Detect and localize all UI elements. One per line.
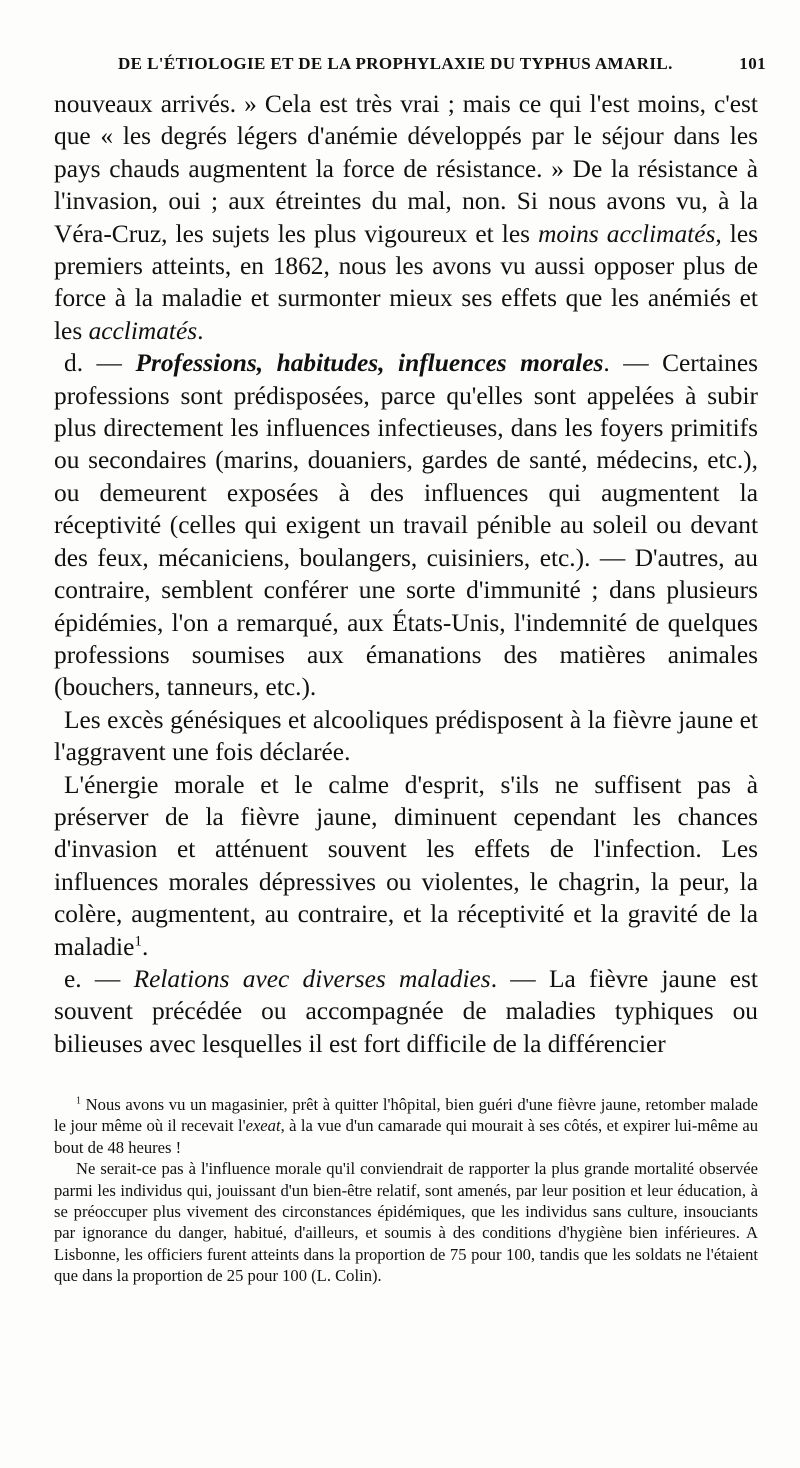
text-run: L'énergie morale et le calme d'esprit, s'ils ne suffisent pas à préserver de la fièvre jaune, diminuent cependant les chances d'invasion et atténuent souvent les effets de l'infection. Les influences morales dépressives ou violentes, le chagrin, la peur, la colère, augmentent, au contraire, et la réceptivité et la gravité de la maladie [54, 770, 758, 961]
text-run: . [142, 932, 149, 961]
footnote-reference: 1 [134, 932, 142, 950]
italic-term: acclimatés [88, 316, 198, 345]
running-title: DE L'ÉTIOLOGIE ET DE LA PROPHYLAXIE DU TYPHUS AMARIL. [118, 54, 673, 73]
section-heading: Relations avec diverses maladies [133, 964, 491, 993]
paragraph-relations [54, 963, 758, 1060]
footnote-1 [54, 1094, 758, 1158]
paragraph-energie-morale [54, 769, 758, 963]
footnotes [54, 1094, 758, 1287]
paragraph-professions [54, 347, 758, 703]
text-run: . — Certaines professions sont prédisposées, parce qu'elles sont appelées à subir plus directement les influences infectieuses, dans les foyers primitifs ou secondaires (marins, douaniers, gardes de santé, médecins, etc.), ou demeurent exposées à des influences qui augmentent la réceptivité (celles qui exigent un travail pénible au soleil ou devant des feux, mécaniciens, boulangers, cuisiniers, etc.). — D'autres, au contraire, semblent conférer une sorte d'immunité ; dans plusieurs épidémies, l'on a remarqué, aux États-Unis, l'indemnité de quelques professions soumises aux émanations des matières animales (bouchers, tanneurs, etc.). [54, 349, 758, 702]
text-run: , les premiers atteints, en 1862, nous les avons vu aussi opposer plus de force à la maladie et surmonter mieux ses effets que les anémiés et les [54, 219, 758, 345]
footnote-marker: 1 [76, 1095, 81, 1107]
main-text [54, 88, 758, 1060]
paragraph-acclimatation [54, 88, 758, 347]
page-header [54, 50, 766, 80]
text-run: . — La fièvre jaune est souvent précédée ou accompagnée de maladies typhiques ou bilieuses avec lesquelles il est fort difficile de la différencier [54, 964, 758, 1058]
section-heading: Professions, habitudes, influences morales [135, 349, 604, 378]
footnote-1-continuation: Ne serait-ce pas à l'influence morale qu'il conviendrait de rapporter la plus grande mortalité observée parmi les individus qui, jouissant d'un bien-être relatif, sont amenés, par leur position et leur éducation, à se préoccuper plus vivement des circonstances épidémiques, que les individus sans culture, insouciants par ignorance du danger, habitué, d'ailleurs, et soumis à des conditions d'hygiène bien inférieures. A Lisbonne, les officiers furent atteints dans la proportion de 75 pour 100, tandis que les soldats ne l'étaient que dans la proportion de 25 pour 100 (L. Colin). [54, 1159, 758, 1286]
section-label: d. — [64, 349, 136, 378]
section-label: e. — [64, 964, 134, 993]
text-run: Nous avons vu un magasinier, prêt à quitter l'hôpital, bien guéri d'une fièvre jaune, retomber malade le jour même où il recevait l' [54, 1095, 758, 1136]
italic-term: exeat [245, 1116, 281, 1136]
paragraph-exces: Les excès génésiques et alcooliques prédisposent à la fièvre jaune et l'aggravent une fois déclarée. [54, 705, 758, 767]
italic-term: moins acclimatés [538, 219, 716, 248]
text-run: nouveaux arrivés. » Cela est très vrai ; mais ce qui l'est moins, c'est que « les degrés légers d'anémie développés par le séjour dans les pays chauds augmentent la force de résistance. » De la résistance à l'invasion, oui ; aux étreintes du mal, non. Si nous avons vu, à la Véra-Cruz, les sujets les plus vigoureux et les [54, 90, 758, 248]
text-run: . [197, 316, 204, 345]
page-number: 101 [739, 54, 766, 73]
text-run: , à la vue d'un camarade qui mourait à ses côtés, et expirer lui-même au bout de 48 heures ! [54, 1116, 758, 1157]
